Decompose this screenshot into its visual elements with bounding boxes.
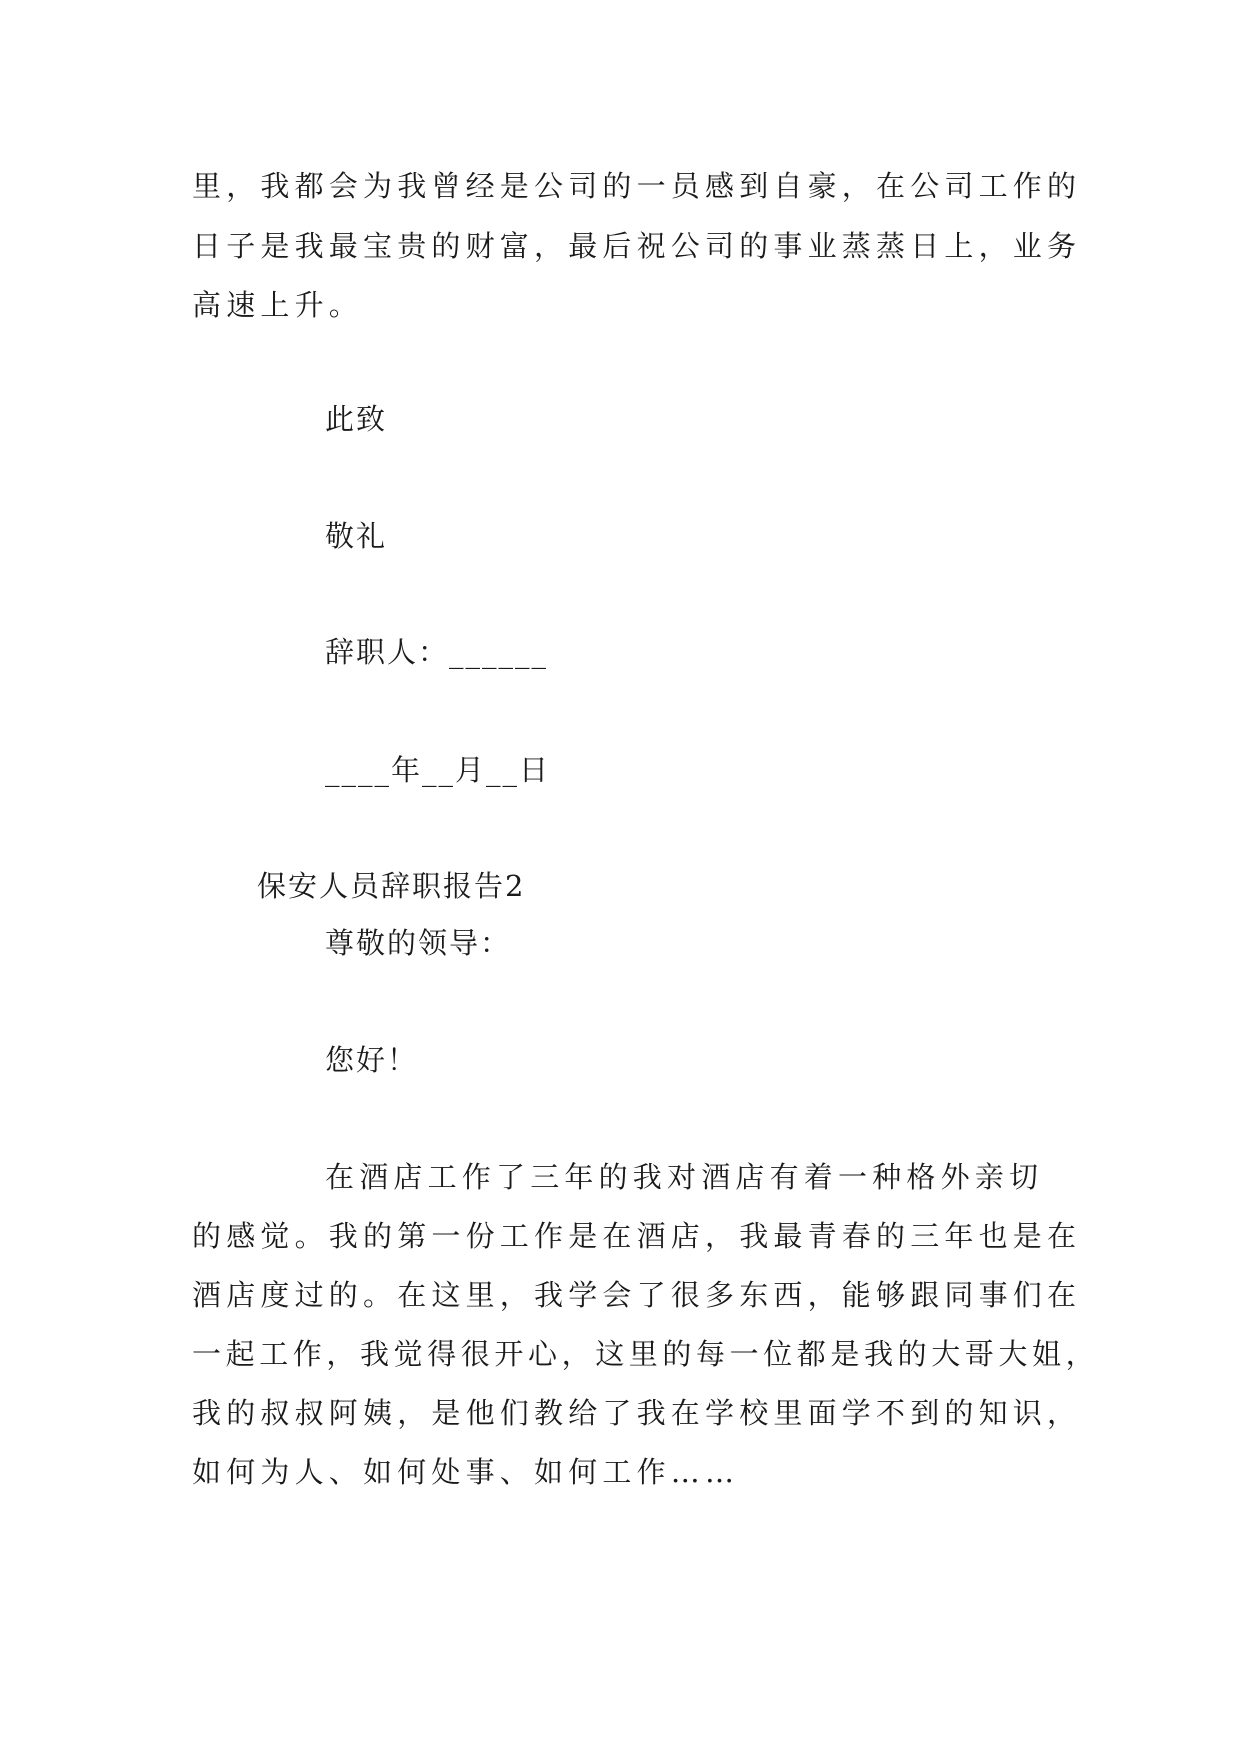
closing-salutation: 此致 <box>325 402 388 436</box>
paragraph-line: 我的叔叔阿姨，是他们教给了我在学校里面学不到的知识， <box>192 1396 1082 1430</box>
signer-line: 辞职人：______ <box>325 635 549 669</box>
paragraph-line: 一起工作，我觉得很开心，这里的每一位都是我的大哥大姐， <box>192 1337 1100 1371</box>
paragraph-line: 在酒店工作了三年的我对酒店有着一种格外亲切 <box>325 1160 1044 1194</box>
paragraph-line: 日子是我最宝贵的财富，最后祝公司的事业蒸蒸日上，业务 <box>192 229 1082 263</box>
date-line: ____年__月__日 <box>325 753 551 787</box>
hello: 您好！ <box>325 1043 419 1077</box>
paragraph-line: 高速上升。 <box>192 288 364 322</box>
paragraph-line: 如何为人、如何处事、如何工作…… <box>192 1455 740 1489</box>
closing-regards: 敬礼 <box>325 519 388 553</box>
section-title: 保安人员辞职报告2 <box>257 869 526 903</box>
paragraph-line: 的感觉。我的第一份工作是在酒店，我最青春的三年也是在 <box>192 1219 1082 1253</box>
paragraph-line: 里，我都会为我曾经是公司的一员感到自豪，在公司工作的 <box>192 169 1082 203</box>
greeting: 尊敬的领导： <box>325 926 512 960</box>
paragraph-line: 酒店度过的。在这里，我学会了很多东西，能够跟同事们在 <box>192 1278 1082 1312</box>
